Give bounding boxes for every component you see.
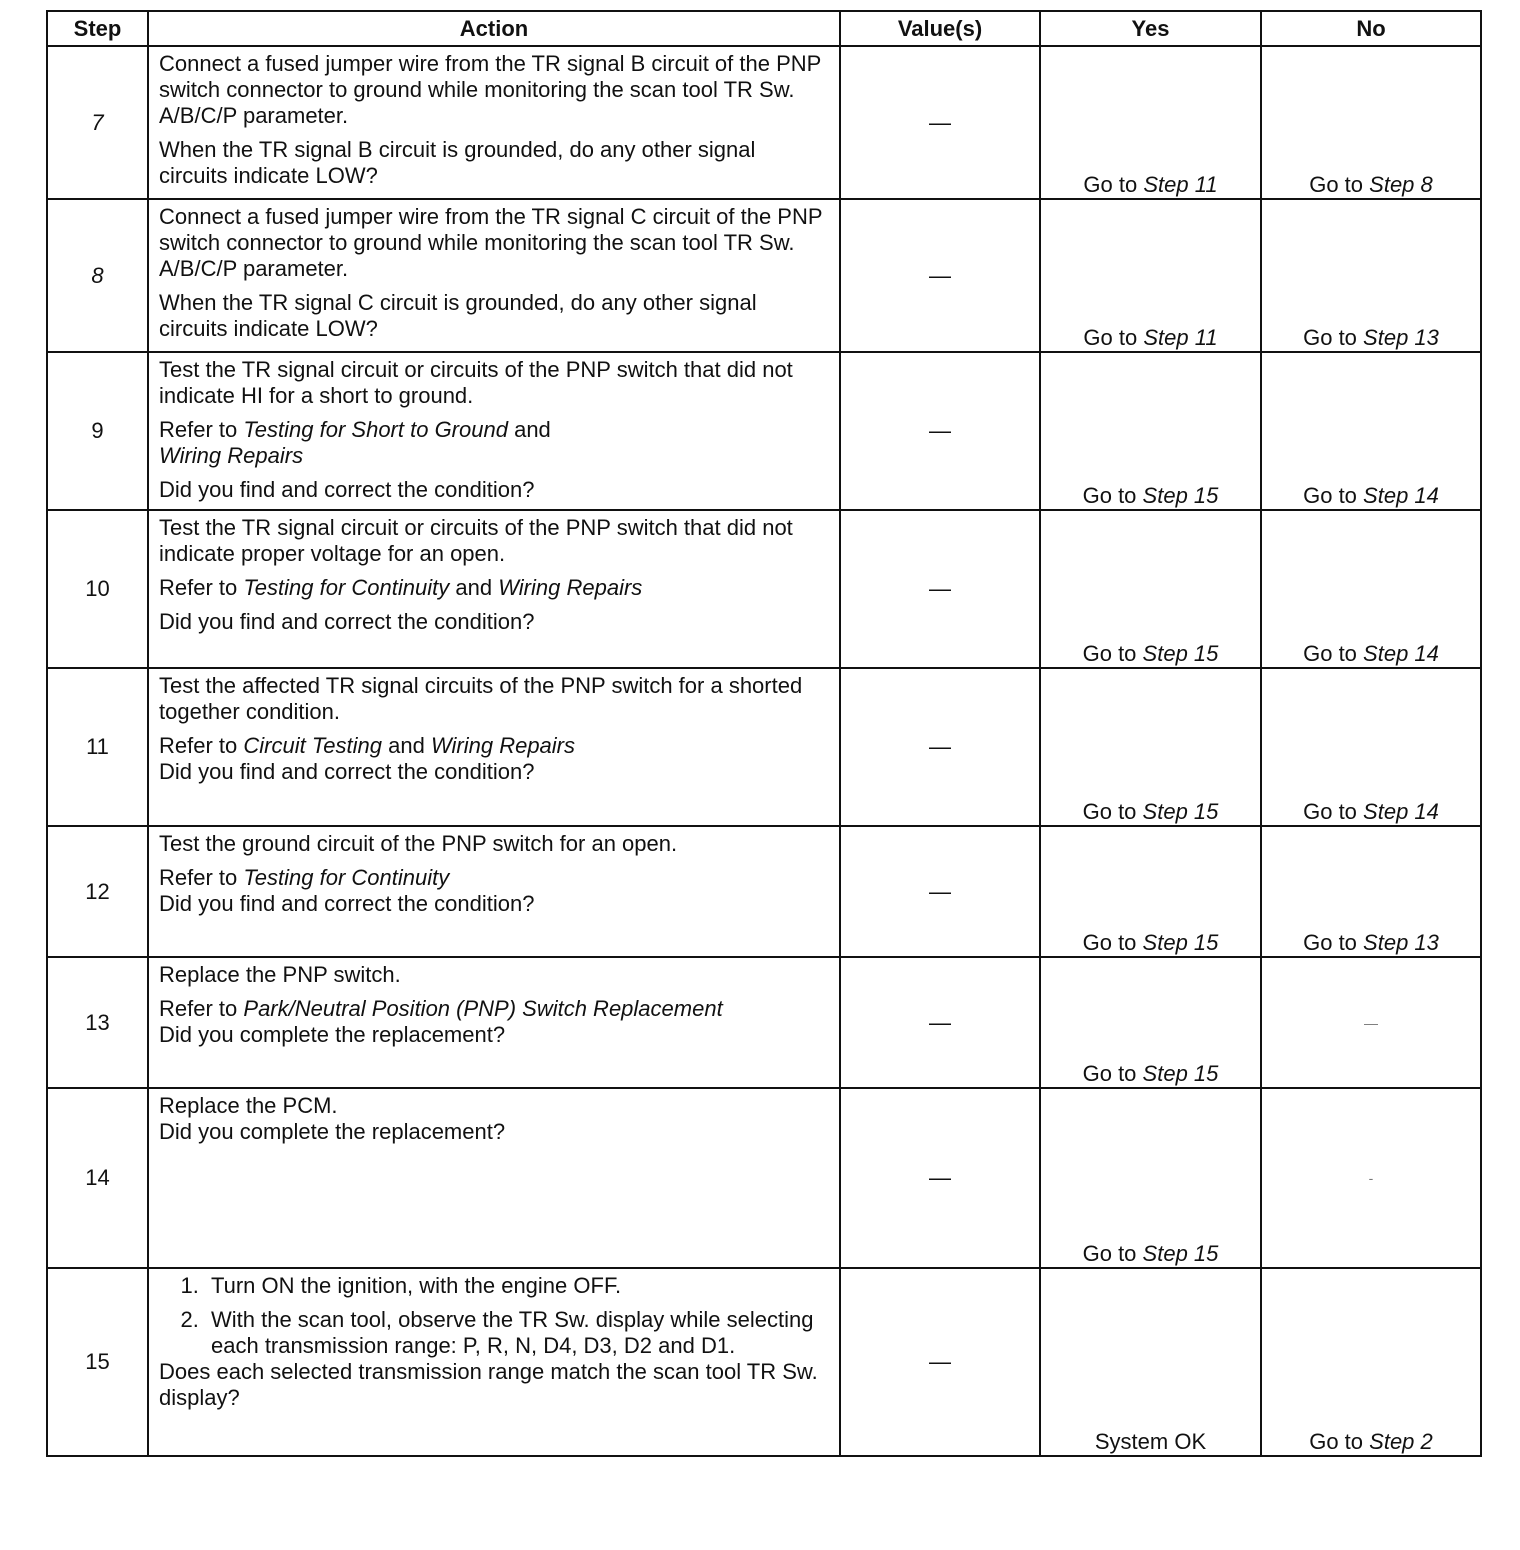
no-cell [1261, 826, 1481, 957]
action-question: When the TR signal B circuit is grounded, do any other signal circuits indicate LOW? [159, 137, 756, 188]
yes-cell [1040, 826, 1261, 957]
yes-cell [1040, 957, 1261, 1088]
value-cell: — [840, 668, 1040, 826]
value-cell: — [840, 352, 1040, 510]
yes-step-link[interactable]: Step 15 [1142, 799, 1219, 824]
action-question: Does each selected transmission range match the scan tool TR Sw. display? [159, 1359, 818, 1410]
action-reference: Refer to Testing for Continuity and Wiring Repairs [159, 575, 643, 600]
no-step-link[interactable]: Step 14 [1363, 799, 1439, 824]
yes-prefix: Go to [1082, 483, 1137, 508]
no-prefix: Go to [1303, 641, 1357, 666]
action-text: Test the affected TR signal circuits of the PNP switch for a shorted together condition. [159, 673, 803, 724]
value-cell: — [840, 957, 1040, 1088]
yes-cell [1040, 510, 1261, 668]
action-question: Did you complete the replacement? [159, 1022, 506, 1047]
header-values: Value(s) [840, 11, 1040, 46]
action-cell [148, 957, 840, 1088]
step-number: 9 [47, 352, 148, 510]
reference-link[interactable]: Circuit Testing [243, 733, 382, 758]
yes-prefix: Go to [1082, 1061, 1137, 1086]
step-number: 7 [47, 46, 148, 199]
table-row-step-15 [47, 1268, 1481, 1456]
action-question: Did you find and correct the condition? [159, 477, 535, 502]
no-prefix: Go to [1303, 799, 1357, 824]
no-step-link[interactable]: Step 13 [1363, 930, 1439, 955]
yes-step-link[interactable]: Step 15 [1142, 1061, 1219, 1086]
table-row-step-13 [47, 957, 1481, 1088]
no-step-link[interactable]: Step 14 [1363, 641, 1439, 666]
yes-step-link[interactable]: Step 15 [1142, 930, 1219, 955]
yes-step-link[interactable]: Step 15 [1142, 1241, 1219, 1266]
table-row-step-10 [47, 510, 1481, 668]
action-question: Did you complete the replacement? [159, 1119, 506, 1144]
header-action: Action [148, 11, 840, 46]
no-cell [1261, 510, 1481, 668]
step-number: 13 [47, 957, 148, 1088]
no-step-link[interactable]: Step 8 [1369, 172, 1433, 197]
action-text: Replace the PNP switch. [159, 962, 401, 987]
value-cell: — [840, 46, 1040, 199]
yes-prefix: Go to [1082, 930, 1137, 955]
action-question: When the TR signal C circuit is grounded, do any other signal circuits indicate LOW? [159, 290, 757, 341]
reference-link[interactable]: Park/Neutral Position (PNP) Switch Replacement [243, 996, 723, 1021]
table-row-step-7 [47, 46, 1481, 199]
no-cell [1261, 1268, 1481, 1456]
value-cell: — [840, 1268, 1040, 1456]
step-number: 15 [47, 1268, 148, 1456]
action-list [159, 1273, 829, 1359]
value-cell: — [840, 826, 1040, 957]
yes-prefix: Go to [1082, 799, 1137, 824]
header-yes: Yes [1040, 11, 1261, 46]
diagnostic-table [46, 10, 1482, 1457]
reference-link[interactable]: Wiring Repairs [159, 443, 304, 468]
no-cell [1261, 352, 1481, 510]
yes-cell [1040, 1088, 1261, 1268]
yes-prefix: Go to [1082, 1241, 1137, 1266]
action-cell [148, 1088, 840, 1268]
action-cell [148, 352, 840, 510]
action-reference: Refer to Park/Neutral Position (PNP) Switch Replacement [159, 996, 723, 1021]
value-cell: — [840, 199, 1040, 352]
yes-cell [1040, 199, 1261, 352]
action-text: Test the TR signal circuit or circuits of the PNP switch that did not indicate HI for a short to ground. [159, 357, 793, 408]
yes-cell [1040, 46, 1261, 199]
step-number: 12 [47, 826, 148, 957]
reference-link[interactable]: Wiring Repairs [430, 733, 576, 758]
no-step-link[interactable]: Step 2 [1369, 1429, 1433, 1454]
yes-prefix: Go to [1083, 325, 1138, 350]
table-row-step-14 [47, 1088, 1481, 1268]
action-reference: Refer to Testing for Short to Ground and Wiring Repairs [159, 417, 551, 468]
reference-link[interactable]: Testing for Continuity [243, 865, 450, 890]
value-cell: — [840, 1088, 1040, 1268]
yes-step-link[interactable]: Step 15 [1142, 483, 1219, 508]
yes-cell: System OK [1040, 1268, 1261, 1456]
no-cell [1261, 199, 1481, 352]
action-text: Test the TR signal circuit or circuits of the PNP switch that did not indicate proper voltage for an open. [159, 515, 793, 566]
action-reference: Refer to Testing for Continuity [159, 865, 450, 890]
yes-step-link[interactable]: Step 11 [1143, 172, 1218, 197]
reference-link[interactable]: Testing for Short to Ground [243, 417, 508, 442]
yes-cell [1040, 352, 1261, 510]
no-prefix: Go to [1309, 1429, 1364, 1454]
no-cell [1261, 46, 1481, 199]
no-cell: - [1261, 1088, 1481, 1268]
no-prefix: Go to [1303, 325, 1357, 350]
no-prefix: Go to [1303, 483, 1357, 508]
yes-prefix: Go to [1082, 641, 1137, 666]
step-number: 11 [47, 668, 148, 826]
action-cell [148, 668, 840, 826]
action-cell [148, 826, 840, 957]
no-prefix: Go to [1303, 930, 1357, 955]
action-question: Did you find and correct the condition? [159, 891, 535, 916]
action-question: Did you find and correct the condition? [159, 759, 535, 784]
table-row-step-11 [47, 668, 1481, 826]
step-number: 14 [47, 1088, 148, 1268]
action-cell [148, 510, 840, 668]
list-item: 2. With the scan tool, observe the TR Sw. display while selecting each transmission range: P, R, N, D4, D3, D2 and D1. [205, 1307, 829, 1359]
step-number: 8 [47, 199, 148, 352]
reference-link[interactable]: Wiring Repairs [498, 575, 643, 600]
header-no: No [1261, 11, 1481, 46]
action-text: Replace the PCM. [159, 1093, 338, 1118]
action-cell [148, 1268, 840, 1456]
table-row-step-8 [47, 199, 1481, 352]
yes-step-link[interactable]: Step 11 [1143, 325, 1218, 350]
table-row-step-12 [47, 826, 1481, 957]
action-text: Connect a fused jumper wire from the TR signal C circuit of the PNP switch connector to ground while monitoring the scan tool TR Sw. A/B/C/P parameter. [159, 204, 823, 281]
no-step-link[interactable]: Step 13 [1363, 325, 1439, 350]
no-cell: — [1261, 957, 1481, 1088]
value-cell: — [840, 510, 1040, 668]
reference-link[interactable]: Testing for Continuity [243, 575, 450, 600]
action-text: Test the ground circuit of the PNP switch for an open. [159, 831, 678, 856]
header-step: Step [47, 11, 148, 46]
yes-cell [1040, 668, 1261, 826]
action-text: Connect a fused jumper wire from the TR signal B circuit of the PNP switch connector to ground while monitoring the scan tool TR Sw. A/B/C/P parameter. [159, 51, 821, 128]
action-cell [148, 46, 840, 199]
action-cell [148, 199, 840, 352]
action-reference: Refer to Circuit Testing and Wiring Repairs [159, 733, 576, 758]
header-row [47, 11, 1481, 46]
step-number: 10 [47, 510, 148, 668]
table-row-step-9 [47, 352, 1481, 510]
yes-prefix: Go to [1083, 172, 1138, 197]
no-prefix: Go to [1309, 172, 1364, 197]
no-cell [1261, 668, 1481, 826]
list-item: 1. Turn ON the ignition, with the engine OFF. [205, 1273, 829, 1299]
action-question: Did you find and correct the condition? [159, 609, 535, 634]
no-step-link[interactable]: Step 14 [1363, 483, 1439, 508]
yes-step-link[interactable]: Step 15 [1142, 641, 1219, 666]
